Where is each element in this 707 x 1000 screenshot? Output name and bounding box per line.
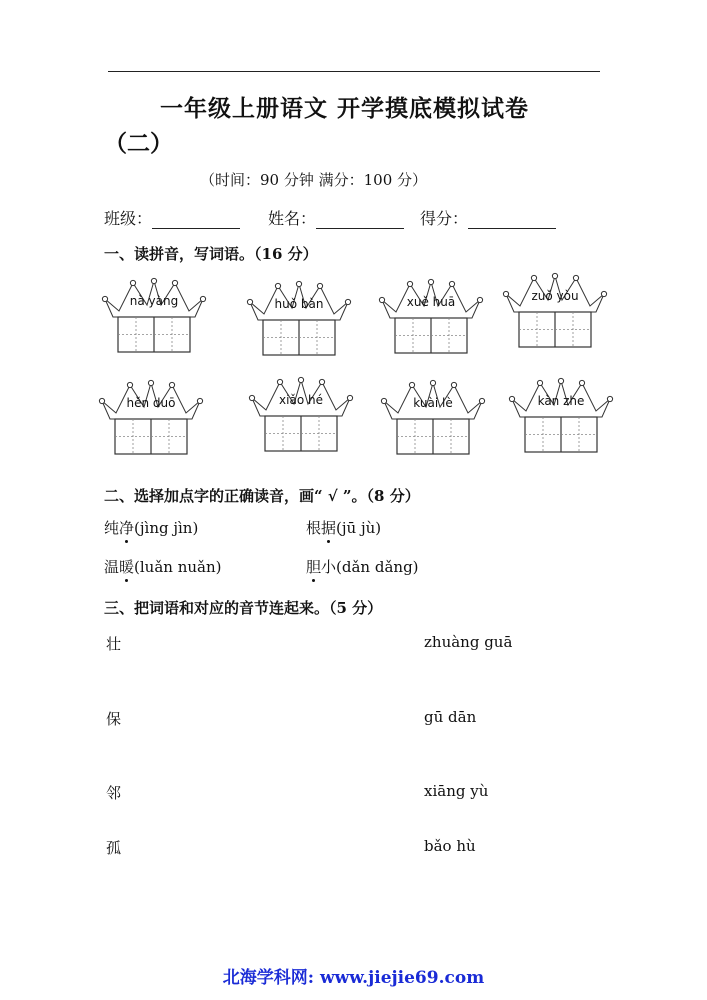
word-char: 纯 [104, 519, 120, 537]
crown-item [248, 280, 350, 356]
class-label: 班级： [104, 209, 153, 228]
word-char: 温 [104, 558, 120, 576]
crown-icon [380, 278, 482, 354]
page-title-part2: （二） [104, 130, 173, 157]
pinyin-options[interactable]: (dǎn dǎng) [336, 558, 419, 576]
crown-item [510, 377, 612, 453]
crown-pinyin: huǒ bàn [274, 297, 324, 311]
crown-item [100, 379, 202, 455]
reading-choice-item [306, 517, 381, 538]
score-field [420, 206, 556, 229]
match-pinyin[interactable]: xiāng yù [424, 782, 489, 800]
crown-icon [504, 272, 606, 348]
dotted-char: 据 [321, 519, 337, 537]
crown-icon [100, 379, 202, 455]
crown-item [382, 379, 484, 455]
crown-icon [103, 277, 205, 353]
exam-time-score: （时间：90 分钟 满分：100 分） [200, 171, 428, 189]
dotted-char: 暖 [119, 558, 135, 576]
match-pinyin[interactable]: zhuàng guā [424, 633, 513, 651]
pinyin-options[interactable]: (jū jù) [336, 519, 382, 537]
reading-choice-item [104, 517, 198, 538]
name-blank[interactable] [316, 212, 404, 229]
crown-pinyin: xuě huā [406, 295, 456, 309]
crown-item [103, 277, 205, 353]
crown-pinyin: nà yàng [129, 294, 179, 308]
reading-choice-item [306, 556, 419, 577]
crown-pinyin: kàn zhe [537, 394, 585, 408]
crown-pinyin: hěn duō [126, 396, 176, 410]
match-word[interactable]: 保 [106, 710, 122, 728]
match-pinyin[interactable]: bǎo hù [424, 837, 476, 855]
word-char: 小 [321, 558, 337, 576]
crown-icon [382, 379, 484, 455]
class-field [104, 206, 240, 229]
match-word[interactable]: 壮 [106, 635, 122, 653]
page-title: 一年级上册语文 开学摸底模拟试卷 [160, 95, 530, 122]
dotted-char: 净 [119, 519, 135, 537]
match-pinyin[interactable]: gū dān [424, 708, 477, 726]
score-label: 得分： [420, 209, 469, 228]
crown-icon [510, 377, 612, 453]
crown-item [504, 272, 606, 348]
crown-icon [250, 376, 352, 452]
crown-item [380, 278, 482, 354]
name-field [268, 206, 404, 229]
match-word[interactable]: 邻 [106, 784, 122, 802]
pinyin-options[interactable]: (luǎn nuǎn) [134, 558, 222, 576]
class-blank[interactable] [152, 212, 240, 229]
dotted-char: 胆 [306, 558, 322, 576]
score-blank[interactable] [468, 212, 556, 229]
name-label: 姓名： [268, 209, 317, 228]
crown-pinyin: kuài lè [413, 396, 453, 410]
crown-pinyin: zuǒ yòu [531, 289, 579, 303]
section2-heading: 二、选择加点字的正确读音，画“ √ ”。（8 分） [104, 487, 420, 505]
section3-heading: 三、把词语和对应的音节连起来。（5 分） [104, 599, 383, 617]
reading-choice-item [104, 556, 222, 577]
crown-item [250, 376, 352, 452]
match-word[interactable]: 孤 [106, 839, 122, 857]
footer-site-link[interactable]: 北海学科网: www.jiejie69.com [222, 968, 485, 988]
pinyin-options[interactable]: (jìng jìn) [134, 519, 199, 537]
crown-icon [248, 280, 350, 356]
section1-heading: 一、读拼音，写词语。（16 分） [104, 245, 318, 263]
top-rule [108, 71, 600, 72]
word-char: 根 [306, 519, 322, 537]
crown-pinyin: xiǎo hé [279, 393, 323, 407]
